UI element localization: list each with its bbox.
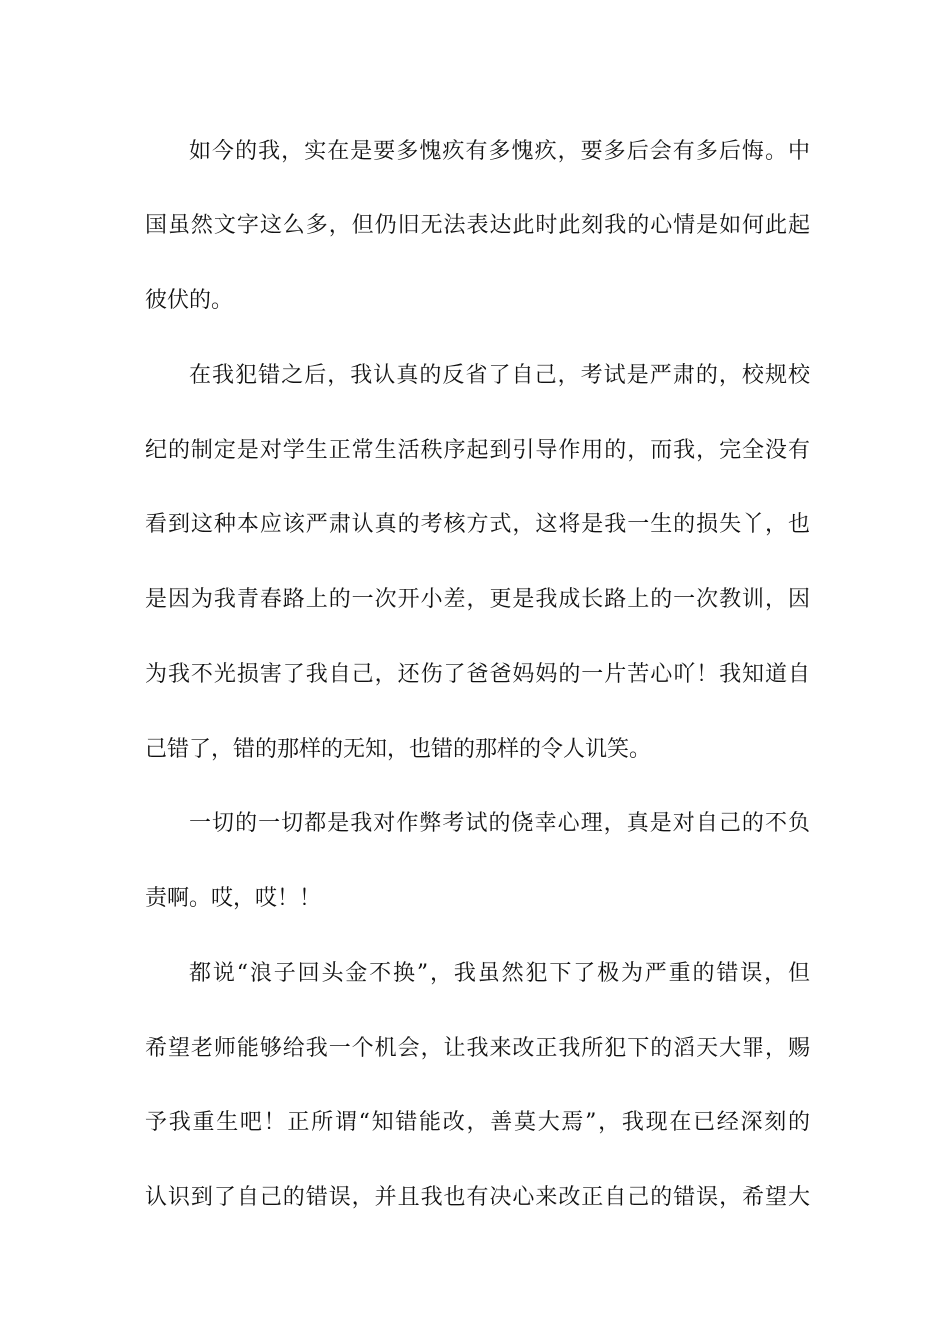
text-line: 国虽然文字这么多，但仍旧无法表达此时此刻我的心情是如何此起 — [145, 213, 810, 238]
text-line: 为我不光损害了我自己，还伤了爸爸妈妈的一片苦心吖！我知道自 — [145, 662, 810, 687]
text-line: 一切的一切都是我对作弊考试的侥幸心理，真是对自己的不负 — [189, 811, 810, 836]
text-line: 责啊。哎，哎！！ — [145, 886, 322, 911]
text-line: 都说“浪子回头金不换”，我虽然犯下了极为严重的错误，但 — [189, 961, 810, 986]
text-line: 如今的我，实在是要多愧疚有多愧疚，要多后会有多后悔。中 — [189, 139, 810, 164]
text-line: 纪的制定是对学生正常生活秩序起到引导作用的，而我，完全没有 — [145, 438, 810, 463]
text-line: 彼伏的。 — [145, 288, 234, 313]
text-line: 己错了，错的那样的无知，也错的那样的令人讥笑。 — [145, 737, 652, 762]
text-line: 认识到了自己的错误，并且我也有决心来改正自己的错误，希望大 — [145, 1185, 810, 1210]
text-line: 予我重生吧！正所谓“知错能改，善莫大焉”，我现在已经深刻的 — [145, 1110, 810, 1135]
text-line: 看到这种本应该严肃认真的考核方式，这将是我一生的损失丫，也 — [145, 512, 810, 537]
text-line: 希望老师能够给我一个机会，让我来改正我所犯下的滔天大罪，赐 — [145, 1036, 810, 1061]
text-line: 在我犯错之后，我认真的反省了自己，考试是严肃的，校规校 — [189, 363, 810, 388]
text-line: 是因为我青春路上的一次开小差，更是我成长路上的一次教训，因 — [145, 587, 810, 612]
